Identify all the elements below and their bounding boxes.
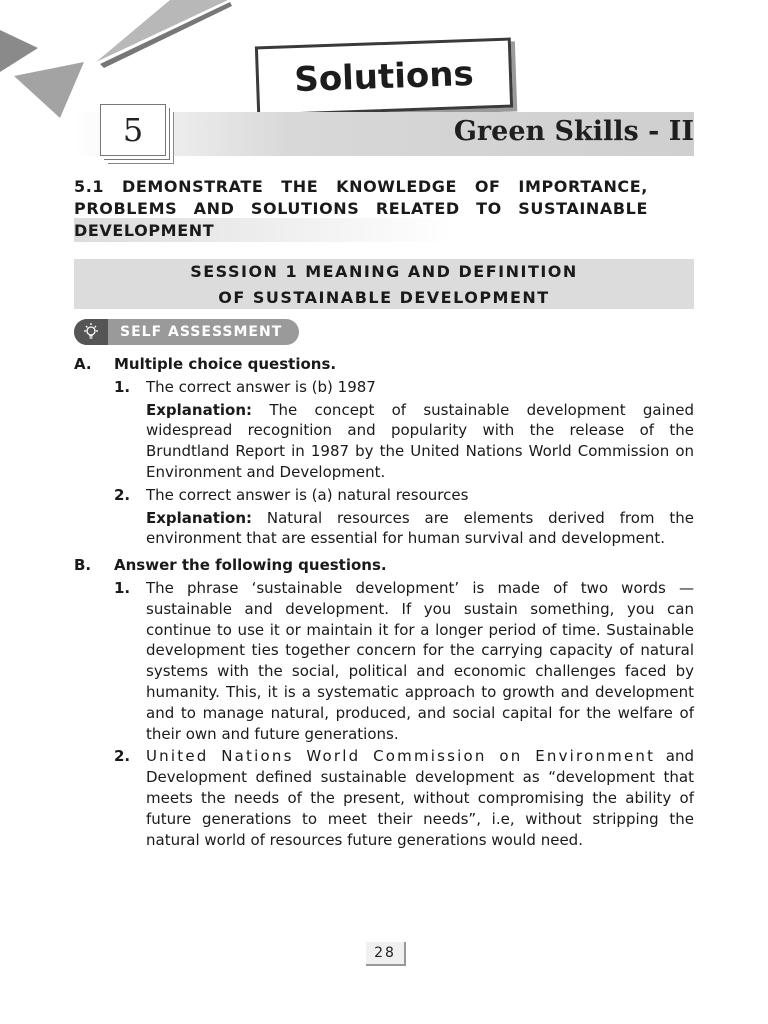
answer-text: The phrase ‘sustainable development’ is made of two words — sustainable and development. If you sustain something, you can continue to use it or maintain it for a longer period of time. Sustainable development ties together concern for the carrying capacity of natural systems with the social, political and economic challenges faced by humanity. This, it is a systematic approach to growth and development and to manage natural, produced, and social capital for the welfare of their own and future generations. xyxy=(146,578,694,743)
self-assessment-label: SELF ASSESSMENT xyxy=(120,324,283,340)
list-item xyxy=(114,377,694,398)
solutions-title: Solutions xyxy=(293,53,475,101)
explanation-text: The concept of sustainable development gained widespread recognition and popularity with the release of the Brundtland Report in 1987 by the United Nations World Commission on Environment and Development. xyxy=(146,400,694,481)
explanation-label: Explanation: xyxy=(146,508,253,527)
chapter-number: 5 xyxy=(100,104,166,156)
item-number: 2. xyxy=(114,747,131,766)
part-a-title: Multiple choice questions. xyxy=(114,355,337,373)
answer-text: The correct answer is (a) natural resources xyxy=(146,485,469,504)
item-number: 1. xyxy=(114,578,131,597)
part-b-letter: B. xyxy=(74,556,92,575)
answer-text xyxy=(146,746,694,850)
answer-text-rest: and Development defined sustainable development as “development that meets the needs of the present, without compromising the ability of future generations to meet their needs”, i.e, without stripping the natural world of resources future generations would need. xyxy=(146,747,694,849)
page-number: 28 xyxy=(366,942,406,966)
list-item xyxy=(114,485,694,506)
answer-text: The correct answer is (b) 1987 xyxy=(146,377,376,396)
explanation xyxy=(146,400,694,483)
chapter-title: Green Skills - II xyxy=(453,116,694,147)
explanation-label: Explanation: xyxy=(146,400,253,419)
section-heading: 5.1 DEMONSTRATE THE KNOWLEDGE OF IMPORTANCE, PROBLEMS AND SOLUTIONS RELATED TO SUSTAINABLE DEVELOPMENT xyxy=(74,177,648,240)
item-number: 2. xyxy=(114,485,131,504)
self-assessment-badge xyxy=(74,319,299,345)
answers-content xyxy=(74,350,694,850)
answer-text-first-line: United Nations World Commission on Environment xyxy=(146,747,656,766)
session-heading xyxy=(74,259,694,309)
explanation xyxy=(146,508,694,550)
lightbulb-icon xyxy=(74,319,108,345)
session-heading-line-2: OF SUSTAINABLE DEVELOPMENT xyxy=(218,288,550,307)
item-number: 1. xyxy=(114,377,131,396)
solutions-banner xyxy=(255,38,513,117)
list-item xyxy=(114,578,694,744)
part-b-heading xyxy=(74,555,694,576)
part-a-letter: A. xyxy=(74,355,92,373)
list-item xyxy=(114,746,694,850)
session-heading-line-1: SESSION 1 MEANING AND DEFINITION xyxy=(190,262,578,281)
part-a-heading xyxy=(74,354,694,375)
explanation-text: Natural resources are elements derived from the environment that are essential for human survival and development. xyxy=(146,508,694,548)
part-b-title: Answer the following questions. xyxy=(114,556,387,575)
